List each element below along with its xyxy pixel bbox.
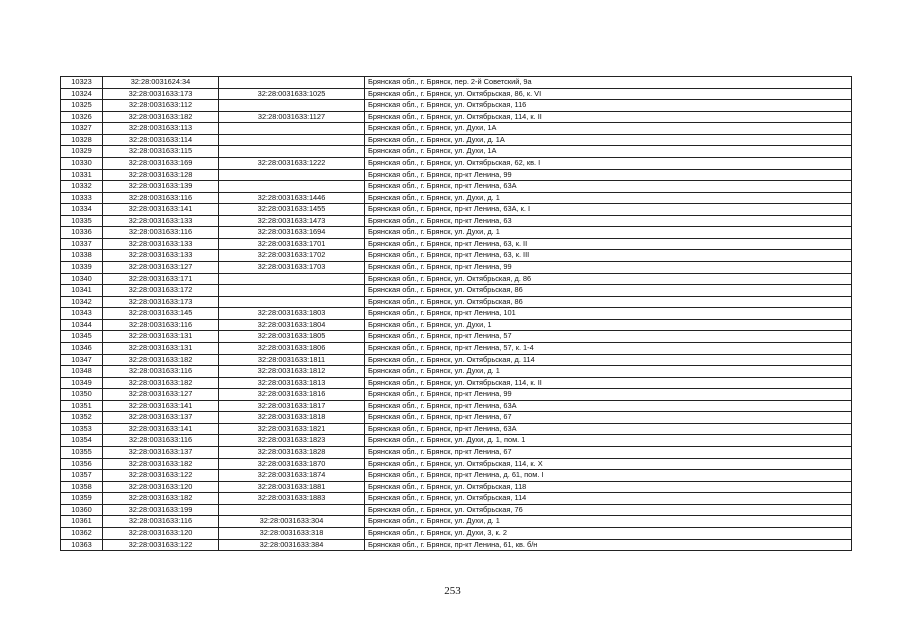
row-number-cell: 10363 bbox=[61, 539, 103, 551]
object-number-cell: 32:28:0031633:384 bbox=[219, 539, 365, 551]
row-number-cell: 10331 bbox=[61, 169, 103, 181]
cadastral-number-cell: 32:28:0031633:173 bbox=[103, 296, 219, 308]
cadastral-number-cell: 32:28:0031633:141 bbox=[103, 423, 219, 435]
cadastral-number-cell: 32:28:0031633:171 bbox=[103, 273, 219, 285]
row-number-cell: 10362 bbox=[61, 527, 103, 539]
address-cell: Брянская обл., г. Брянск, ул. Октябрьская, д. 86 bbox=[365, 273, 852, 285]
row-number-cell: 10337 bbox=[61, 238, 103, 250]
cadastral-number-cell: 32:28:0031633:133 bbox=[103, 215, 219, 227]
address-cell: Брянская обл., г. Брянск, ул. Октябрьская, 118 bbox=[365, 481, 852, 493]
cadastral-number-cell: 32:28:0031633:131 bbox=[103, 331, 219, 343]
object-number-cell: 32:28:0031633:1812 bbox=[219, 366, 365, 378]
row-number-cell: 10348 bbox=[61, 366, 103, 378]
table-row bbox=[61, 285, 852, 297]
table-row bbox=[61, 215, 852, 227]
cadastral-number-cell: 32:28:0031633:182 bbox=[103, 111, 219, 123]
object-number-cell: 32:28:0031633:1874 bbox=[219, 470, 365, 482]
cadastral-number-cell: 32:28:0031633:137 bbox=[103, 412, 219, 424]
object-number-cell bbox=[219, 134, 365, 146]
cadastral-number-cell: 32:28:0031633:128 bbox=[103, 169, 219, 181]
cadastral-number-cell: 32:28:0031633:127 bbox=[103, 389, 219, 401]
object-number-cell bbox=[219, 296, 365, 308]
cadastral-number-cell: 32:28:0031633:122 bbox=[103, 539, 219, 551]
table-row bbox=[61, 435, 852, 447]
object-number-cell: 32:28:0031633:1025 bbox=[219, 88, 365, 100]
object-number-cell: 32:28:0031633:1813 bbox=[219, 377, 365, 389]
row-number-cell: 10335 bbox=[61, 215, 103, 227]
row-number-cell: 10349 bbox=[61, 377, 103, 389]
object-number-cell: 32:28:0031633:318 bbox=[219, 527, 365, 539]
cadastral-number-cell: 32:28:0031633:116 bbox=[103, 192, 219, 204]
table-row bbox=[61, 134, 852, 146]
address-cell: Брянская обл., г. Брянск, ул. Октябрьская, 76 bbox=[365, 504, 852, 516]
row-number-cell: 10352 bbox=[61, 412, 103, 424]
cadastral-number-cell: 32:28:0031633:141 bbox=[103, 400, 219, 412]
row-number-cell: 10341 bbox=[61, 285, 103, 297]
object-number-cell: 32:28:0031633:1828 bbox=[219, 447, 365, 459]
address-cell: Брянская обл., г. Брянск, ул. Духи, 1 bbox=[365, 319, 852, 331]
object-number-cell: 32:28:0031633:1804 bbox=[219, 319, 365, 331]
object-number-cell: 32:28:0031633:1811 bbox=[219, 354, 365, 366]
object-number-cell: 32:28:0031633:1805 bbox=[219, 331, 365, 343]
object-number-cell: 32:28:0031633:1701 bbox=[219, 238, 365, 250]
cadastral-number-cell: 32:28:0031633:133 bbox=[103, 238, 219, 250]
object-number-cell: 32:28:0031633:1702 bbox=[219, 250, 365, 262]
cadastral-number-cell: 32:28:0031633:173 bbox=[103, 88, 219, 100]
table-row bbox=[61, 493, 852, 505]
cadastral-number-cell: 32:28:0031633:133 bbox=[103, 250, 219, 262]
table-row bbox=[61, 192, 852, 204]
table-row bbox=[61, 146, 852, 158]
address-cell: Брянская обл., г. Брянск, пр-кт Ленина, 63 bbox=[365, 215, 852, 227]
table-row bbox=[61, 77, 852, 89]
object-number-cell bbox=[219, 504, 365, 516]
table-row bbox=[61, 400, 852, 412]
address-cell: Брянская обл., г. Брянск, ул. Духи, 3, к. 2 bbox=[365, 527, 852, 539]
property-table bbox=[60, 76, 852, 551]
row-number-cell: 10355 bbox=[61, 447, 103, 459]
row-number-cell: 10326 bbox=[61, 111, 103, 123]
address-cell: Брянская обл., г. Брянск, пр-кт Ленина, 101 bbox=[365, 308, 852, 320]
address-cell: Брянская обл., г. Брянск, ул. Духи, д. 1А bbox=[365, 134, 852, 146]
object-number-cell bbox=[219, 77, 365, 89]
cadastral-number-cell: 32:28:0031633:116 bbox=[103, 435, 219, 447]
address-cell: Брянская обл., г. Брянск, пр-кт Ленина, 63А, к. I bbox=[365, 204, 852, 216]
row-number-cell: 10351 bbox=[61, 400, 103, 412]
object-number-cell: 32:28:0031633:1883 bbox=[219, 493, 365, 505]
row-number-cell: 10361 bbox=[61, 516, 103, 528]
row-number-cell: 10346 bbox=[61, 342, 103, 354]
object-number-cell: 32:28:0031633:1818 bbox=[219, 412, 365, 424]
address-cell: Брянская обл., г. Брянск, ул. Духи, д. 1 bbox=[365, 227, 852, 239]
table-row bbox=[61, 331, 852, 343]
row-number-cell: 10345 bbox=[61, 331, 103, 343]
address-cell: Брянская обл., г. Брянск, пер. 2-й Советский, 9а bbox=[365, 77, 852, 89]
row-number-cell: 10342 bbox=[61, 296, 103, 308]
address-cell: Брянская обл., г. Брянск, пр-кт Ленина, 63А bbox=[365, 181, 852, 193]
address-cell: Брянская обл., г. Брянск, ул. Духи, д. 1 bbox=[365, 366, 852, 378]
cadastral-number-cell: 32:28:0031633:145 bbox=[103, 308, 219, 320]
cadastral-number-cell: 32:28:0031633:120 bbox=[103, 481, 219, 493]
row-number-cell: 10323 bbox=[61, 77, 103, 89]
object-number-cell bbox=[219, 181, 365, 193]
table-row bbox=[61, 412, 852, 424]
object-number-cell: 32:28:0031633:1703 bbox=[219, 262, 365, 274]
row-number-cell: 10360 bbox=[61, 504, 103, 516]
table-row bbox=[61, 296, 852, 308]
table-row bbox=[61, 539, 852, 551]
row-number-cell: 10353 bbox=[61, 423, 103, 435]
row-number-cell: 10324 bbox=[61, 88, 103, 100]
page-number: 253 bbox=[444, 585, 461, 597]
object-number-cell: 32:28:0031633:1817 bbox=[219, 400, 365, 412]
row-number-cell: 10325 bbox=[61, 100, 103, 112]
row-number-cell: 10359 bbox=[61, 493, 103, 505]
cadastral-number-cell: 32:28:0031633:169 bbox=[103, 157, 219, 169]
cadastral-number-cell: 32:28:0031624:34 bbox=[103, 77, 219, 89]
address-cell: Брянская обл., г. Брянск, ул. Октябрьская, 116 bbox=[365, 100, 852, 112]
table-row bbox=[61, 516, 852, 528]
table-row bbox=[61, 319, 852, 331]
table-row bbox=[61, 354, 852, 366]
address-cell: Брянская обл., г. Брянск, ул. Духи, 1А bbox=[365, 123, 852, 135]
row-number-cell: 10350 bbox=[61, 389, 103, 401]
object-number-cell: 32:28:0031633:1881 bbox=[219, 481, 365, 493]
row-number-cell: 10343 bbox=[61, 308, 103, 320]
table-row bbox=[61, 470, 852, 482]
table-row bbox=[61, 458, 852, 470]
table-row bbox=[61, 123, 852, 135]
cadastral-number-cell: 32:28:0031633:113 bbox=[103, 123, 219, 135]
address-cell: Брянская обл., г. Брянск, пр-кт Ленина, д. 61, пом. I bbox=[365, 470, 852, 482]
address-cell: Брянская обл., г. Брянск, пр-кт Ленина, 61, кв. б/н bbox=[365, 539, 852, 551]
address-cell: Брянская обл., г. Брянск, ул. Духи, д. 1, пом. 1 bbox=[365, 435, 852, 447]
address-cell: Брянская обл., г. Брянск, ул. Октябрьская, 86, к. VI bbox=[365, 88, 852, 100]
row-number-cell: 10354 bbox=[61, 435, 103, 447]
cadastral-number-cell: 32:28:0031633:182 bbox=[103, 493, 219, 505]
table-row bbox=[61, 527, 852, 539]
row-number-cell: 10356 bbox=[61, 458, 103, 470]
table-row bbox=[61, 204, 852, 216]
row-number-cell: 10338 bbox=[61, 250, 103, 262]
object-number-cell bbox=[219, 100, 365, 112]
row-number-cell: 10332 bbox=[61, 181, 103, 193]
object-number-cell bbox=[219, 285, 365, 297]
table-row bbox=[61, 181, 852, 193]
address-cell: Брянская обл., г. Брянск, пр-кт Ленина, 99 bbox=[365, 262, 852, 274]
cadastral-number-cell: 32:28:0031633:131 bbox=[103, 342, 219, 354]
cadastral-number-cell: 32:28:0031633:112 bbox=[103, 100, 219, 112]
row-number-cell: 10347 bbox=[61, 354, 103, 366]
table-row bbox=[61, 342, 852, 354]
row-number-cell: 10344 bbox=[61, 319, 103, 331]
address-cell: Брянская обл., г. Брянск, ул. Духи, 1А bbox=[365, 146, 852, 158]
object-number-cell: 32:28:0031633:1823 bbox=[219, 435, 365, 447]
cadastral-number-cell: 32:28:0031633:115 bbox=[103, 146, 219, 158]
table-row bbox=[61, 169, 852, 181]
object-number-cell: 32:28:0031633:1473 bbox=[219, 215, 365, 227]
address-cell: Брянская обл., г. Брянск, ул. Октябрьская, 114, к. II bbox=[365, 377, 852, 389]
cadastral-number-cell: 32:28:0031633:182 bbox=[103, 377, 219, 389]
object-number-cell bbox=[219, 146, 365, 158]
table-row bbox=[61, 423, 852, 435]
address-cell: Брянская обл., г. Брянск, ул. Октябрьская, 114, к. X bbox=[365, 458, 852, 470]
address-cell: Брянская обл., г. Брянск, пр-кт Ленина, 63, к. III bbox=[365, 250, 852, 262]
table-row bbox=[61, 157, 852, 169]
address-cell: Брянская обл., г. Брянск, пр-кт Ленина, 67 bbox=[365, 447, 852, 459]
object-number-cell: 32:28:0031633:1455 bbox=[219, 204, 365, 216]
cadastral-number-cell: 32:28:0031633:182 bbox=[103, 354, 219, 366]
table-row bbox=[61, 447, 852, 459]
cadastral-number-cell: 32:28:0031633:114 bbox=[103, 134, 219, 146]
object-number-cell: 32:28:0031633:1446 bbox=[219, 192, 365, 204]
cadastral-number-cell: 32:28:0031633:182 bbox=[103, 458, 219, 470]
table-row bbox=[61, 366, 852, 378]
property-table-body bbox=[61, 77, 852, 551]
table-row bbox=[61, 250, 852, 262]
address-cell: Брянская обл., г. Брянск, ул. Октябрьская, 114 bbox=[365, 493, 852, 505]
object-number-cell bbox=[219, 169, 365, 181]
row-number-cell: 10357 bbox=[61, 470, 103, 482]
address-cell: Брянская обл., г. Брянск, ул. Духи, д. 1 bbox=[365, 516, 852, 528]
table-row bbox=[61, 88, 852, 100]
cadastral-number-cell: 32:28:0031633:127 bbox=[103, 262, 219, 274]
object-number-cell: 32:28:0031633:1803 bbox=[219, 308, 365, 320]
row-number-cell: 10333 bbox=[61, 192, 103, 204]
address-cell: Брянская обл., г. Брянск, пр-кт Ленина, 67 bbox=[365, 412, 852, 424]
row-number-cell: 10327 bbox=[61, 123, 103, 135]
address-cell: Брянская обл., г. Брянск, пр-кт Ленина, 99 bbox=[365, 389, 852, 401]
address-cell: Брянская обл., г. Брянск, ул. Октябрьская, 86 bbox=[365, 296, 852, 308]
cadastral-number-cell: 32:28:0031633:137 bbox=[103, 447, 219, 459]
address-cell: Брянская обл., г. Брянск, пр-кт Ленина, 63, к. II bbox=[365, 238, 852, 250]
row-number-cell: 10358 bbox=[61, 481, 103, 493]
object-number-cell: 32:28:0031633:304 bbox=[219, 516, 365, 528]
table-row bbox=[61, 377, 852, 389]
table-row bbox=[61, 389, 852, 401]
cadastral-number-cell: 32:28:0031633:116 bbox=[103, 227, 219, 239]
cadastral-number-cell: 32:28:0031633:116 bbox=[103, 516, 219, 528]
table-row bbox=[61, 504, 852, 516]
cadastral-number-cell: 32:28:0031633:141 bbox=[103, 204, 219, 216]
row-number-cell: 10328 bbox=[61, 134, 103, 146]
table-row bbox=[61, 100, 852, 112]
address-cell: Брянская обл., г. Брянск, пр-кт Ленина, 63А bbox=[365, 423, 852, 435]
table-row bbox=[61, 262, 852, 274]
address-cell: Брянская обл., г. Брянск, ул. Октябрьская, 62, кв. I bbox=[365, 157, 852, 169]
cadastral-number-cell: 32:28:0031633:116 bbox=[103, 319, 219, 331]
object-number-cell: 32:28:0031633:1821 bbox=[219, 423, 365, 435]
address-cell: Брянская обл., г. Брянск, пр-кт Ленина, 57 bbox=[365, 331, 852, 343]
address-cell: Брянская обл., г. Брянск, пр-кт Ленина, 99 bbox=[365, 169, 852, 181]
row-number-cell: 10340 bbox=[61, 273, 103, 285]
object-number-cell: 32:28:0031633:1694 bbox=[219, 227, 365, 239]
table-row bbox=[61, 308, 852, 320]
address-cell: Брянская обл., г. Брянск, пр-кт Ленина, 57, к. 1-4 bbox=[365, 342, 852, 354]
object-number-cell: 32:28:0031633:1222 bbox=[219, 157, 365, 169]
address-cell: Брянская обл., г. Брянск, ул. Октябрьская, 114, к. II bbox=[365, 111, 852, 123]
table-row bbox=[61, 238, 852, 250]
object-number-cell bbox=[219, 273, 365, 285]
cadastral-number-cell: 32:28:0031633:199 bbox=[103, 504, 219, 516]
object-number-cell: 32:28:0031633:1127 bbox=[219, 111, 365, 123]
address-cell: Брянская обл., г. Брянск, ул. Октябрьская, 86 bbox=[365, 285, 852, 297]
address-cell: Брянская обл., г. Брянск, пр-кт Ленина, 63А bbox=[365, 400, 852, 412]
table-row bbox=[61, 111, 852, 123]
table-row bbox=[61, 227, 852, 239]
cadastral-number-cell: 32:28:0031633:122 bbox=[103, 470, 219, 482]
cadastral-number-cell: 32:28:0031633:116 bbox=[103, 366, 219, 378]
address-cell: Брянская обл., г. Брянск, ул. Духи, д. 1 bbox=[365, 192, 852, 204]
row-number-cell: 10330 bbox=[61, 157, 103, 169]
row-number-cell: 10336 bbox=[61, 227, 103, 239]
object-number-cell: 32:28:0031633:1816 bbox=[219, 389, 365, 401]
object-number-cell: 32:28:0031633:1806 bbox=[219, 342, 365, 354]
cadastral-number-cell: 32:28:0031633:139 bbox=[103, 181, 219, 193]
object-number-cell: 32:28:0031633:1870 bbox=[219, 458, 365, 470]
table-row bbox=[61, 481, 852, 493]
row-number-cell: 10329 bbox=[61, 146, 103, 158]
table-row bbox=[61, 273, 852, 285]
row-number-cell: 10339 bbox=[61, 262, 103, 274]
cadastral-number-cell: 32:28:0031633:172 bbox=[103, 285, 219, 297]
object-number-cell bbox=[219, 123, 365, 135]
row-number-cell: 10334 bbox=[61, 204, 103, 216]
cadastral-number-cell: 32:28:0031633:120 bbox=[103, 527, 219, 539]
address-cell: Брянская обл., г. Брянск, ул. Октябрьская, д. 114 bbox=[365, 354, 852, 366]
